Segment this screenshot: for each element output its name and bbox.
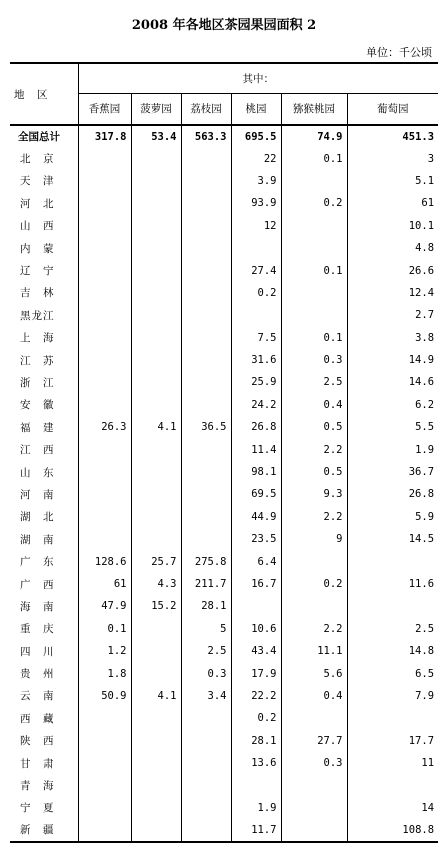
table-row: [10, 371, 438, 393]
table-row: [10, 640, 438, 662]
value-cell: [78, 192, 131, 214]
value-cell: [181, 192, 231, 214]
data-table: [10, 62, 438, 843]
value-cell: 17.9: [231, 662, 281, 684]
value-cell: 14.8: [408, 645, 435, 658]
value-cell: 6.5: [415, 667, 435, 680]
value-cell: [281, 282, 347, 304]
value-cell: [181, 304, 231, 326]
table-row: [10, 215, 438, 237]
value-cell: 451.3: [402, 130, 435, 143]
value-cell: [78, 707, 131, 729]
table-row: [10, 461, 438, 483]
value-cell: [231, 774, 281, 796]
value-cell: [131, 259, 181, 281]
value-cell: 0.3: [281, 349, 347, 371]
region-name-cell: 海 南: [10, 595, 78, 617]
group-header: 其中：: [242, 72, 275, 85]
value-cell: 0.2: [231, 707, 281, 729]
value-cell: [181, 730, 231, 752]
region-name-cell: 甘 肃: [10, 752, 78, 774]
value-cell: 9.3: [281, 483, 347, 505]
value-cell: [131, 237, 181, 259]
value-cell: 0.2: [231, 282, 281, 304]
value-cell: 11.4: [231, 438, 281, 460]
value-cell: [78, 394, 131, 416]
region-name-cell: 四 川: [10, 640, 78, 662]
value-cell: 31.6: [231, 349, 281, 371]
column-header-kiwi: 猕猴桃园: [281, 93, 347, 125]
table-title: 2008 年各地区茶园果园面积 2: [131, 18, 317, 33]
value-cell: [281, 797, 347, 819]
column-header-grape: 葡萄园: [377, 103, 409, 116]
table-row: [10, 618, 438, 640]
table-row: [10, 730, 438, 752]
table-row: [10, 573, 438, 595]
value-cell: [181, 170, 231, 192]
value-cell: 25.9: [231, 371, 281, 393]
value-cell: [78, 282, 131, 304]
value-cell: 28.1: [231, 730, 281, 752]
value-cell: [131, 506, 181, 528]
value-cell: [78, 215, 131, 237]
region-name-cell: 吉 林: [10, 282, 78, 304]
value-cell: [78, 237, 131, 259]
value-cell: 47.9: [78, 595, 131, 617]
value-cell: [181, 438, 231, 460]
value-cell: 26.8: [231, 416, 281, 438]
table-row: [10, 394, 438, 416]
value-cell: [78, 730, 131, 752]
value-cell: [281, 237, 347, 259]
value-cell: [281, 774, 347, 796]
table-row: [10, 282, 438, 304]
value-cell: 317.8: [78, 125, 131, 147]
value-cell: 0.3: [181, 662, 231, 684]
value-cell: [181, 282, 231, 304]
value-cell: 5.1: [415, 174, 435, 187]
region-name-cell: 福 建: [10, 416, 78, 438]
value-cell: 69.5: [231, 483, 281, 505]
table-row: [10, 752, 438, 774]
value-cell: 5.9: [415, 510, 435, 523]
value-cell: 275.8: [181, 550, 231, 572]
value-cell: [181, 774, 231, 796]
value-cell: [347, 595, 438, 617]
value-cell: [131, 461, 181, 483]
value-cell: 4.1: [131, 685, 181, 707]
value-cell: [347, 550, 438, 572]
value-cell: [131, 662, 181, 684]
value-cell: 24.2: [231, 394, 281, 416]
value-cell: [78, 774, 131, 796]
value-cell: [181, 349, 231, 371]
value-cell: 13.6: [231, 752, 281, 774]
value-cell: [78, 259, 131, 281]
value-cell: 3.9: [231, 170, 281, 192]
region-name-cell: 西 藏: [10, 707, 78, 729]
value-cell: [281, 304, 347, 326]
value-cell: 2.5: [415, 622, 435, 635]
value-cell: 2.5: [281, 371, 347, 393]
region-name-cell: 辽 宁: [10, 259, 78, 281]
value-cell: 11.1: [281, 640, 347, 662]
value-cell: [131, 371, 181, 393]
value-cell: [78, 483, 131, 505]
value-cell: 0.1: [78, 618, 131, 640]
table-row: [10, 237, 438, 259]
value-cell: 25.7: [131, 550, 181, 572]
value-cell: 9: [281, 528, 347, 550]
value-cell: [131, 640, 181, 662]
unit-label: 单位：千公顷: [366, 46, 432, 59]
region-name-cell: 湖 南: [10, 528, 78, 550]
region-name-cell: 安 徽: [10, 394, 78, 416]
table-header: [10, 63, 438, 125]
region-header: 地 区: [10, 63, 78, 125]
value-cell: 5: [181, 618, 231, 640]
table-row: [10, 170, 438, 192]
value-cell: 14.6: [408, 376, 435, 389]
value-cell: 26.3: [78, 416, 131, 438]
value-cell: [181, 819, 231, 841]
value-cell: [131, 528, 181, 550]
value-cell: [347, 707, 438, 729]
value-cell: [281, 707, 347, 729]
value-cell: 16.7: [231, 573, 281, 595]
table-row: [10, 349, 438, 371]
column-header-peach: 桃园: [231, 93, 281, 125]
value-cell: 4.3: [131, 573, 181, 595]
table-row: [10, 506, 438, 528]
value-cell: 14.5: [408, 533, 435, 546]
value-cell: [181, 528, 231, 550]
region-name-cell: 浙 江: [10, 371, 78, 393]
value-cell: 14.9: [408, 354, 435, 367]
table-row: [10, 685, 438, 707]
value-cell: [131, 730, 181, 752]
column-header-pineapple: 菠萝园: [131, 93, 181, 125]
table-row: [10, 774, 438, 796]
value-cell: [131, 170, 181, 192]
value-cell: 23.5: [231, 528, 281, 550]
value-cell: 108.8: [347, 819, 438, 841]
value-cell: 0.3: [281, 752, 347, 774]
region-name-cell: 天 津: [10, 170, 78, 192]
value-cell: 27.4: [231, 259, 281, 281]
region-name-cell: 湖 北: [10, 506, 78, 528]
value-cell: 128.6: [78, 550, 131, 572]
value-cell: 4.8: [415, 242, 435, 255]
column-header-banana: 香蕉园: [78, 93, 131, 125]
value-cell: 12: [231, 215, 281, 237]
value-cell: [181, 327, 231, 349]
value-cell: 2.2: [281, 506, 347, 528]
value-cell: 11: [421, 757, 435, 770]
value-cell: 7.5: [231, 327, 281, 349]
value-cell: 28.1: [181, 595, 231, 617]
region-name-cell: 陕 西: [10, 730, 78, 752]
value-cell: [78, 371, 131, 393]
value-cell: [281, 170, 347, 192]
region-name-cell: 黑龙江: [10, 304, 78, 326]
value-cell: [131, 192, 181, 214]
value-cell: [78, 147, 131, 169]
table-row: [10, 662, 438, 684]
value-cell: 1.9: [415, 443, 435, 456]
table-row: [10, 147, 438, 169]
table-row: [10, 819, 438, 841]
value-cell: [131, 304, 181, 326]
value-cell: 0.5: [281, 461, 347, 483]
region-name-cell: 内 蒙: [10, 237, 78, 259]
value-cell: [281, 595, 347, 617]
value-cell: [131, 752, 181, 774]
region-name-cell: 上 海: [10, 327, 78, 349]
table-row: [10, 438, 438, 460]
value-cell: 11.7: [231, 819, 281, 841]
value-cell: 36.7: [408, 466, 435, 479]
value-cell: 6.4: [231, 550, 281, 572]
value-cell: 14: [421, 801, 435, 814]
value-cell: 1.9: [231, 797, 281, 819]
table-row: [10, 550, 438, 572]
value-cell: [131, 282, 181, 304]
value-cell: [181, 461, 231, 483]
value-cell: [131, 707, 181, 729]
region-name-cell: 山 东: [10, 461, 78, 483]
region-name-cell: 全国总计: [10, 125, 78, 147]
value-cell: [281, 550, 347, 572]
region-name-cell: 广 东: [10, 550, 78, 572]
value-cell: 98.1: [231, 461, 281, 483]
value-cell: [347, 774, 438, 796]
value-cell: 50.9: [78, 685, 131, 707]
value-cell: 10.1: [408, 219, 435, 232]
value-cell: [181, 259, 231, 281]
value-cell: [78, 528, 131, 550]
value-cell: 211.7: [181, 573, 231, 595]
value-cell: [131, 438, 181, 460]
value-cell: [131, 483, 181, 505]
value-cell: [181, 215, 231, 237]
value-cell: [78, 438, 131, 460]
value-cell: 74.9: [281, 125, 347, 147]
value-cell: 93.9: [231, 192, 281, 214]
value-cell: 61: [78, 573, 131, 595]
table-row: [10, 797, 438, 819]
value-cell: 2.2: [281, 438, 347, 460]
value-cell: 6.2: [415, 398, 435, 411]
value-cell: 0.4: [281, 394, 347, 416]
value-cell: 61: [421, 197, 435, 210]
value-cell: 11.6: [408, 578, 435, 590]
value-cell: 0.1: [281, 327, 347, 349]
table-row: [10, 483, 438, 505]
value-cell: 26.6: [408, 264, 435, 277]
value-cell: 563.3: [181, 125, 231, 147]
value-cell: [78, 327, 131, 349]
value-cell: [181, 237, 231, 259]
value-cell: [181, 752, 231, 774]
value-cell: 36.5: [181, 416, 231, 438]
table-row: [10, 304, 438, 326]
value-cell: [131, 349, 181, 371]
total-row: [10, 125, 438, 147]
value-cell: 5.6: [281, 662, 347, 684]
region-name-cell: 江 西: [10, 438, 78, 460]
value-cell: 0.4: [281, 685, 347, 707]
value-cell: 26.8: [408, 488, 435, 501]
value-cell: 1.8: [78, 662, 131, 684]
value-cell: [181, 147, 231, 169]
value-cell: 2.5: [181, 640, 231, 662]
value-cell: 0.1: [281, 147, 347, 169]
value-cell: [78, 797, 131, 819]
value-cell: [78, 819, 131, 841]
value-cell: [78, 752, 131, 774]
table-row: [10, 528, 438, 550]
region-name-cell: 河 北: [10, 192, 78, 214]
value-cell: [181, 506, 231, 528]
value-cell: [281, 215, 347, 237]
value-cell: 0.1: [281, 259, 347, 281]
value-cell: [231, 237, 281, 259]
value-cell: 4.1: [131, 416, 181, 438]
value-cell: [131, 819, 181, 841]
value-cell: 1.2: [78, 640, 131, 662]
value-cell: [181, 371, 231, 393]
value-cell: 7.9: [415, 689, 435, 702]
value-cell: 15.2: [131, 595, 181, 617]
value-cell: [78, 461, 131, 483]
value-cell: [78, 349, 131, 371]
table-row: [10, 416, 438, 438]
table-row: [10, 327, 438, 349]
value-cell: 2.2: [281, 618, 347, 640]
region-name-cell: 北 京: [10, 147, 78, 169]
value-cell: [231, 304, 281, 326]
value-cell: 0.2: [281, 573, 347, 595]
value-cell: 5.5: [415, 421, 435, 434]
value-cell: [181, 483, 231, 505]
region-name-cell: 青 海: [10, 774, 78, 796]
value-cell: 0.5: [281, 416, 347, 438]
value-cell: 12.4: [408, 286, 435, 299]
value-cell: 44.9: [231, 506, 281, 528]
value-cell: [78, 506, 131, 528]
value-cell: 10.6: [231, 618, 281, 640]
value-cell: [131, 618, 181, 640]
value-cell: [181, 707, 231, 729]
value-cell: 2.7: [415, 309, 435, 322]
table-row: [10, 595, 438, 617]
value-cell: 43.4: [231, 640, 281, 662]
table-row: [10, 259, 438, 281]
value-cell: [131, 774, 181, 796]
value-cell: 3.4: [181, 685, 231, 707]
table-row: [10, 707, 438, 729]
value-cell: [181, 394, 231, 416]
value-cell: 0.2: [281, 192, 347, 214]
region-name-cell: 贵 州: [10, 662, 78, 684]
value-cell: [231, 595, 281, 617]
value-cell: 27.7: [281, 730, 347, 752]
value-cell: [78, 304, 131, 326]
value-cell: [181, 797, 231, 819]
table-row: [10, 192, 438, 214]
value-cell: [131, 797, 181, 819]
value-cell: 695.5: [231, 125, 281, 147]
value-cell: 22.2: [231, 685, 281, 707]
value-cell: 22: [231, 147, 281, 169]
region-name-cell: 新 疆: [10, 819, 78, 841]
region-name-cell: 重 庆: [10, 618, 78, 640]
value-cell: [131, 327, 181, 349]
value-cell: 53.4: [131, 125, 181, 147]
value-cell: 3: [427, 152, 435, 165]
value-cell: [131, 147, 181, 169]
value-cell: [131, 394, 181, 416]
region-name-cell: 云 南: [10, 685, 78, 707]
value-cell: [281, 819, 347, 841]
table-body: [10, 125, 438, 842]
region-name-cell: 江 苏: [10, 349, 78, 371]
region-name-cell: 宁 夏: [10, 797, 78, 819]
region-name-cell: 山 西: [10, 215, 78, 237]
region-name-cell: 河 南: [10, 483, 78, 505]
column-header-lychee: 荔枝园: [181, 93, 231, 125]
value-cell: 3.8: [415, 331, 435, 344]
value-cell: [78, 170, 131, 192]
region-name-cell: 广 西: [10, 573, 78, 595]
value-cell: [131, 215, 181, 237]
value-cell: 17.7: [408, 734, 435, 747]
